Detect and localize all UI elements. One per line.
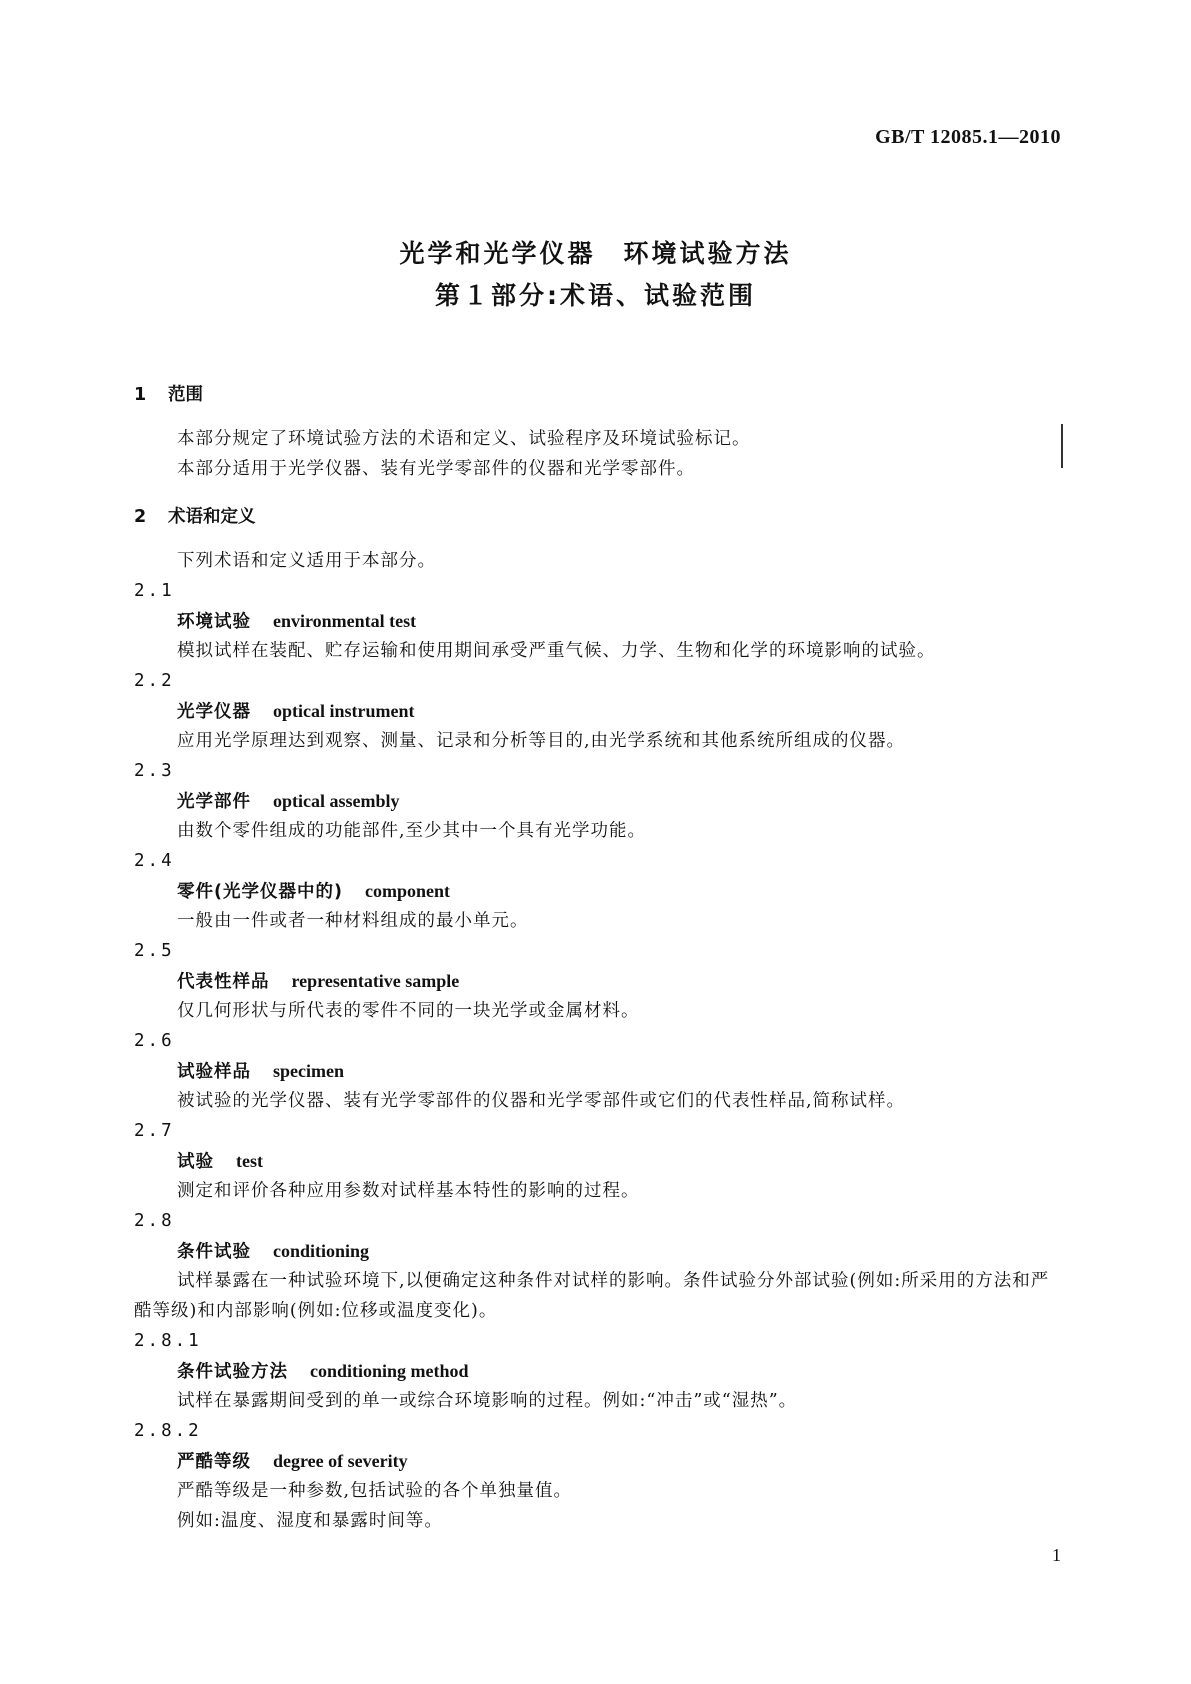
- term-definition: 试样暴露在一种试验环境下,以便确定这种条件对试样的影响。条件试验分外部试验(例如:所采用的方法和严酷等级)和内部影响(例如:位移或温度变化)。: [134, 1271, 1050, 1321]
- term-definition: 试样在暴露期间受到的单一或综合环境影响的过程。例如:“冲击”或“湿热”。: [177, 1391, 798, 1411]
- term-en: component: [365, 881, 450, 901]
- term-en: optical assembly: [273, 791, 400, 811]
- document-title-line2: 第１部分:术语、试验范围: [435, 281, 756, 310]
- term-en: conditioning: [273, 1241, 370, 1261]
- term-zh: 严酷等级: [177, 1452, 251, 1472]
- term-entry: [134, 876, 1064, 906]
- term-number: 2.6: [134, 1031, 175, 1051]
- term-en: conditioning method: [310, 1361, 469, 1381]
- term-en: environmental test: [273, 611, 417, 631]
- document-title-line1: 光学和光学仪器 环境试验方法: [399, 239, 792, 268]
- term-zh: 零件(光学仪器中的): [177, 882, 343, 902]
- term-entry: [134, 1056, 1064, 1086]
- term-zh: 环境试验: [177, 612, 251, 632]
- term-definition: 由数个零件组成的功能部件,至少其中一个具有光学功能。: [177, 821, 647, 841]
- term-definition: 模拟试样在装配、贮存运输和使用期间承受严重气候、力学、生物和化学的环境影响的试验。: [177, 641, 936, 661]
- term-entry: [134, 1146, 1064, 1176]
- term-definition: 被试验的光学仪器、装有光学零部件的仪器和光学零部件或它们的代表性样品,简称试样。: [177, 1091, 906, 1111]
- term-number: 2.5: [134, 941, 175, 961]
- paragraph: 本部分规定了环境试验方法的术语和定义、试验程序及环境试验标记。: [177, 429, 751, 449]
- term-entry: [134, 606, 1064, 636]
- term-number: 2.8.1: [134, 1331, 202, 1351]
- term-en: degree of severity: [273, 1451, 408, 1471]
- term-zh: 光学部件: [177, 792, 251, 812]
- standard-code: GB/T 12085.1—2010: [875, 126, 1061, 148]
- term-zh: 条件试验: [177, 1242, 251, 1262]
- term-number: 2.3: [134, 761, 175, 781]
- section-1-heading: [134, 380, 1064, 410]
- section-title: 术语和定义: [168, 507, 256, 527]
- term-definition: 一般由一件或者一种材料组成的最小单元。: [177, 911, 529, 931]
- term-number: 2.8: [134, 1211, 175, 1231]
- term-en: specimen: [273, 1061, 344, 1081]
- page-number: 1: [1052, 1545, 1061, 1565]
- term-number: 2.8.2: [134, 1421, 202, 1441]
- term-number: 2.7: [134, 1121, 175, 1141]
- term-entry: [134, 786, 1064, 816]
- term-en: optical instrument: [273, 701, 415, 721]
- term-zh: 代表性样品: [177, 972, 270, 992]
- paragraph: 下列术语和定义适用于本部分。: [177, 551, 436, 571]
- section-title: 范围: [168, 385, 203, 405]
- term-en: test: [236, 1151, 263, 1171]
- section-number: 1: [134, 385, 147, 405]
- term-definition: 仅几何形状与所代表的零件不同的一块光学或金属材料。: [177, 1001, 640, 1021]
- term-number: 2.4: [134, 851, 175, 871]
- paragraph: 本部分适用于光学仪器、装有光学零部件的仪器和光学零部件。: [177, 459, 695, 479]
- term-definition: 测定和评价各种应用参数对试样基本特性的影响的过程。: [177, 1181, 640, 1201]
- term-zh: 条件试验方法: [177, 1362, 288, 1382]
- term-entry: [134, 1236, 1064, 1266]
- term-entry: [134, 966, 1064, 996]
- term-entry: [134, 696, 1064, 726]
- term-en: representative sample: [291, 971, 460, 991]
- term-zh: 光学仪器: [177, 702, 251, 722]
- term-definition: 严酷等级是一种参数,包括试验的各个单独量值。: [177, 1481, 573, 1501]
- term-definition: 应用光学原理达到观察、测量、记录和分析等目的,由光学系统和其他系统所组成的仪器。: [177, 731, 906, 751]
- document-body: [134, 370, 1064, 1536]
- term-number: 2.1: [134, 581, 175, 601]
- term-number: 2.2: [134, 671, 175, 691]
- term-example: 例如:温度、湿度和暴露时间等。: [177, 1511, 443, 1531]
- term-entry: [134, 1356, 1064, 1386]
- section-2-heading: [134, 502, 1064, 532]
- term-zh: 试验样品: [177, 1062, 251, 1082]
- term-zh: 试验: [177, 1152, 214, 1172]
- section-number: 2: [134, 507, 147, 527]
- term-entry: [134, 1446, 1064, 1476]
